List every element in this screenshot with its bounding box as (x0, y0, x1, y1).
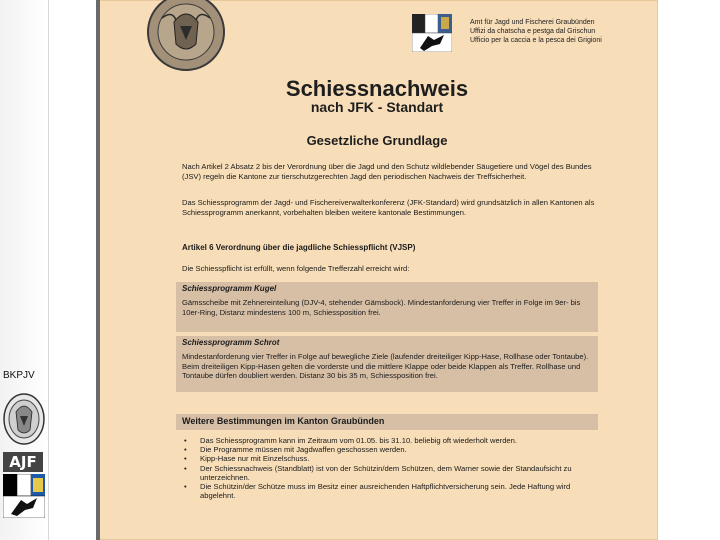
schrot-section (176, 336, 598, 392)
paragraph: Die Schiesspflicht ist erfüllt, wenn folgende Trefferzahl erreicht wird: (182, 264, 410, 273)
list-item-text: Das Schiessprogramm kann im Zeitraum vom 01.05. bis 31.10. beliebig oft wiederholt werden. (200, 436, 517, 445)
list-item-text: Die Programme müssen mit Jagdwaffen geschossen werden. (200, 445, 407, 455)
bullet-icon: • (184, 445, 187, 455)
seal-icon (142, 0, 230, 74)
list-item (182, 436, 602, 445)
seal-icon (2, 392, 46, 446)
office-line: Ufficio per la caccia e la pesca dei Grigioni (470, 37, 602, 44)
canton-flag-icon (3, 474, 45, 518)
list-item (182, 445, 602, 454)
schrot-title: Schiessprogramm Schrot (182, 338, 280, 347)
canton-flag-icon (412, 14, 452, 52)
office-line: Uffizi da chatscha e pestga dal Grischun (470, 28, 596, 35)
schrot-text: Mindestanforderung vier Treffer in Folge auf bewegliche Ziele (laufender dreiteiliger Kipp-Hase, Rollhase oder Tontaube). Beim dreiteiligen Kipp-Hasen gelten die vorderste und die mittlere Klappe oder beide Klappen als Treffer. Rollhase und Tontaube dürfen doubliert werden. Distanz 30 bis 35 m, Schiessposition frei. (182, 352, 589, 381)
bullet-icon: • (184, 454, 187, 464)
document-title: Schiessnachweis (285, 76, 469, 101)
kugel-section (176, 282, 598, 332)
sidebar-label: BKPJV (3, 370, 35, 381)
document-subtitle: nach JFK - Standart (310, 99, 444, 115)
list-item-text: Der Schiessnachweis (Standblatt) ist von der Schützin/dem Schützen, dem Warner sowie der Standaufsicht zu unterzeichnen. (200, 463, 572, 482)
list-item-text: Kipp-Hase nur mit Einzelschuss. (200, 454, 310, 464)
kugel-title: Schiessprogramm Kugel (182, 284, 277, 293)
list-item (182, 454, 602, 463)
further-section-header (176, 414, 598, 430)
bullet-list (182, 436, 602, 500)
left-sidebar (0, 0, 49, 540)
list-item (182, 464, 602, 482)
office-header (470, 18, 602, 45)
document-page (96, 0, 658, 540)
paragraph: Das Schiessprogramm der Jagd- und Fischereiverwalterkonferenz (JFK-Standard) wird grundsätzlich in allen Kantonen als Schiessprogramm anerkannt, vorbehalten bleiben weitere kantonale Bestimmungen. (182, 198, 595, 217)
list-item (182, 482, 602, 500)
office-line: Amt für Jagd und Fischerei Graubünden (470, 19, 595, 26)
ajf-logo: AJF (3, 452, 43, 472)
bullet-icon: • (184, 463, 187, 473)
list-item-text: Die Schützin/der Schütze muss im Besitz einer ausreichenden Haftpflichtversicherung sein. Jede Haftung wird abgelehnt. (200, 482, 571, 501)
bullet-icon: • (184, 482, 187, 492)
paragraph: Nach Artikel 2 Absatz 2 bis der Verordnung über die Jagd und den Schutz wildlebender Säugetiere und Vögel des Bundes (JSV) regeln die Kantone zur tierschutzgerechten Jagd den periodischen Nachweis der Treffsicherheit. (182, 162, 592, 181)
article-heading: Artikel 6 Verordnung über die jagdliche Schiesspflicht (VJSP) (182, 243, 416, 252)
section-title: Gesetzliche Grundlage (306, 133, 448, 148)
bullet-icon: • (184, 436, 187, 445)
further-title: Weitere Bestimmungen im Kanton Graubünden (182, 416, 385, 426)
kugel-text: Gämsscheibe mit Zehnereinteilung (DJV-4, stehender Gämsbock). Mindestanforderung vier Treffer in Folge im 9er- bis 10er-Ring, Distanz mindestens 100 m, Schiessposition frei. (182, 298, 581, 317)
